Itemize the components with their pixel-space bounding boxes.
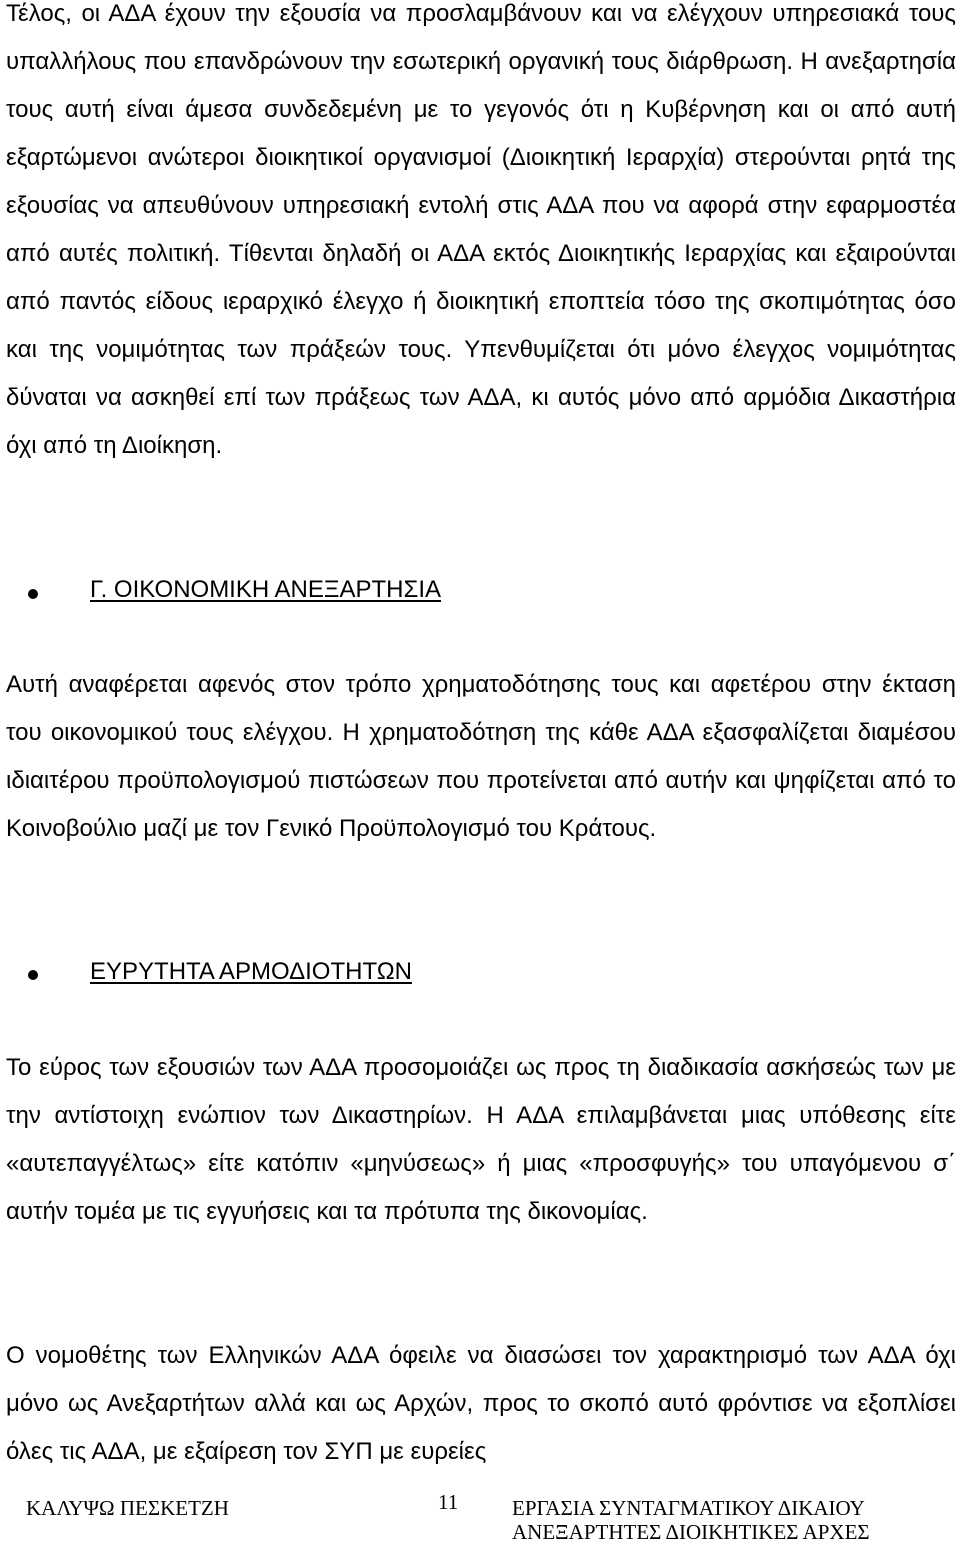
paragraph-legislator-characterization: Ο νομοθέτης των Ελληνικών ΑΔΑ όφειλε να διασώσει τον χαρακτηρισμό των ΑΔΑ όχι μόνο ως Ανεξαρτήτων αλλά και ως Αρχών, προς το σκοπό αυτό φρόντισε να εξοπλίσει όλες τις ΑΔΑ, με εξαίρεση τον ΣΥΠ με ευρείες: [6, 1342, 956, 1465]
footer-title-line-2: ΑΝΕΞΑΡΤΗΤΕΣ ΔΙΟΙΚΗΤΙΚΕΣ ΑΡΧΕΣ: [512, 1520, 870, 1544]
bullet-icon: [28, 970, 38, 980]
paragraph-administrative-independence: Τέλος, οι ΑΔΑ έχουν την εξουσία να προσλαμβάνουν και να ελέγχουν υπηρεσιακά τους υπαλλήλους που επανδρώνουν την εσωτερική οργανική τους διάρθρωση. Η ανεξαρτησία τους αυτή είναι άμεσα συνδεδεμένη με το γεγονός ότι η Κυβέρνηση και οι από αυτή εξαρτώμενοι ανώτεροι διοικητικοί οργανισμοί (Διοικητική Ιεραρχία) στερούνται ρητά της εξουσίας να απευθύνουν υπηρεσιακή εντολή στις ΑΔΑ που να αφορά στην εφαρμοστέα από αυτές πολιτική. Τίθενται δηλαδή οι ΑΔΑ εκτός Διοικητικής Ιεραρχίας και εξαιρούνται από παντός είδους ιεραρχικό έλεγχο ή διοικητική εποπτεία τόσο της σκοπιμότητας όσο και της νομιμότητας των πράξεών τους. Υπενθυμίζεται ότι μόνο έλεγχος νομιμότητας δύναται να ασκηθεί επί των πράξεως των ΑΔΑ, κι αυτός μόνο από αρμόδια Δικαστήρια όχι από τη Διοίκηση.: [6, 0, 956, 459]
heading-text: Γ. ΟΙΚΟΝΟΜΙΚΗ ΑΝΕΞΑΡΤΗΣΙΑ: [90, 576, 441, 603]
footer-title-line-1: ΕΡΓΑΣΙΑ ΣΥΝΤΑΓΜΑΤΙΚΟΥ ΔΙΚΑΙΟΥ: [512, 1496, 865, 1520]
paragraph-financial-independence: Αυτή αναφέρεται αφενός στον τρόπο χρηματοδότησης τους και αφετέρου στην έκταση του οικονομικού τους ελέγχου. Η χρηματοδότηση της κάθε ΑΔΑ εξασφαλίζεται διαμέσου ιδιαιτέρου προϋπολογισμού πιστώσεων που προτείνεται από αυτήν και ψηφίζεται από το Κοινοβούλιο μαζί με τον Γενικό Προϋπολογισμό του Κράτους.: [6, 671, 956, 842]
bullet-icon: [28, 589, 38, 599]
heading-text: ΕΥΡΥΤΗΤΑ ΑΡΜΟΔΙΟΤΗΤΩΝ: [90, 958, 412, 985]
section-heading-scope-of-competences: [0, 957, 600, 989]
paragraph-scope-of-powers: Το εύρος των εξουσιών των ΑΔΑ προσομοιάζει ως προς τη διαδικασία ασκήσεώς των με την αντίστοιχη ενώπιον των Δικαστηρίων. Η ΑΔΑ επιλαμβάνεται μιας υπόθεσης είτε «αυτεπαγγέλτως» είτε κατόπιν «μηνύσεως» ή μιας «προσφυγής» του υπαγόμενου σ΄ αυτήν τομέα με τις εγγυήσεις και τα πρότυπα της δικονομίας.: [6, 1054, 956, 1225]
section-heading-financial-independence: [0, 575, 600, 607]
footer-title: [512, 1496, 870, 1544]
footer-page-number: 11: [438, 1490, 459, 1514]
footer-author: ΚΑΛΥΨΩ ΠΕΣΚΕΤΖΗ: [26, 1496, 229, 1520]
